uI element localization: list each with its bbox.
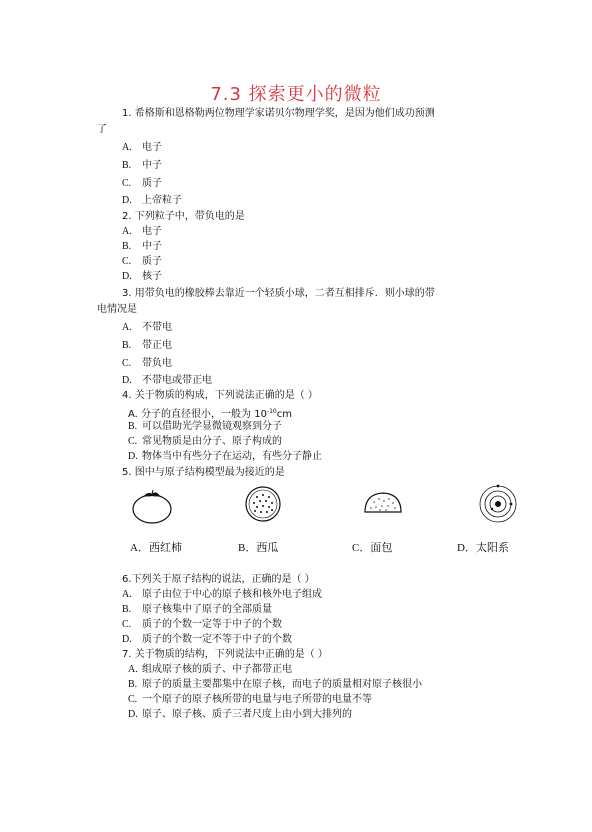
q6-option-c — [122, 618, 282, 632]
q7-option-d — [128, 708, 352, 722]
q3-option-a — [122, 321, 172, 335]
option-text: 不带电 — [142, 322, 172, 333]
q4-option-b — [128, 420, 282, 434]
option-key: B. — [128, 679, 138, 690]
option-text-pre: A. 分子的直径很小，一般为 10 — [128, 409, 267, 420]
q5-caption-d — [457, 539, 509, 555]
q5-caption-a — [130, 539, 182, 555]
option-key: D. — [122, 634, 132, 645]
q3-option-c — [122, 357, 172, 371]
question-4-text: 4. 关于物质的构成，下列说法正确的是（ ） — [122, 390, 318, 401]
q3-option-d — [122, 374, 212, 388]
option-text: 电子 — [142, 226, 162, 237]
option-key: D. — [128, 451, 138, 462]
q1-option-d — [122, 194, 182, 208]
exponent: -10 — [266, 408, 277, 415]
option-text: 带负电 — [142, 358, 172, 369]
caption-key: A． — [130, 542, 149, 554]
option-text: 带正电 — [142, 340, 172, 351]
option-text: 物体当中有些分子在运动，有些分子静止 — [142, 451, 322, 462]
option-text: 上帝粒子 — [142, 195, 182, 206]
option-key: C. — [122, 619, 132, 630]
question-3-text: 3. 用带负电的橡胶棒去靠近一个轻质小球，二者互相排斥．则小球的带 — [122, 288, 435, 299]
option-key: A. — [122, 589, 132, 600]
option-text: 一个原子的原子核所带的电量与电子所带的电量不等 — [142, 694, 372, 705]
option-text: 中子 — [142, 160, 162, 171]
q2-option-c — [122, 255, 162, 269]
q2-option-b — [122, 240, 162, 254]
q2-option-a — [122, 225, 162, 239]
option-text: 质子 — [142, 256, 162, 267]
q7-option-b — [128, 678, 422, 692]
question-2-text: 2. 下列粒子中，带负电的是 — [122, 211, 245, 222]
question-7-text: 7. 关于物质的结构，下列说法中正确的是（ ） — [122, 649, 328, 660]
solar-system-image — [476, 482, 520, 526]
q1-option-a — [122, 141, 162, 155]
q6-option-d — [122, 633, 292, 647]
caption-text: 西瓜 — [256, 541, 279, 554]
option-key: B. — [122, 604, 132, 615]
option-text: 质子的个数一定等于中子的个数 — [142, 619, 282, 630]
q6-option-b — [122, 603, 272, 617]
q4-option-c — [128, 435, 282, 449]
option-key: A. — [122, 322, 132, 333]
option-text: 原子由位于中心的原子核和核外电子组成 — [142, 589, 322, 600]
tomato-image — [128, 486, 176, 526]
option-text: 电子 — [142, 142, 162, 153]
question-3-text-cont: 电情况是 — [97, 304, 137, 315]
option-key: C. — [128, 694, 138, 705]
q3-option-b — [122, 339, 172, 353]
q2-option-d — [122, 270, 162, 284]
option-text: 质子的个数一定不等于中子的个数 — [142, 634, 292, 645]
q6-option-a — [122, 588, 322, 602]
option-text: 原子的质量主要都集中在原子核，而电子的质量相对原子核很小 — [142, 679, 422, 690]
option-key: A. — [122, 142, 132, 153]
question-1-text: 1. 希格斯和恩格勒两位物理学家诺贝尔物理学奖，是因为他们成功预测 — [122, 108, 435, 119]
page-title: 7.3 探索更小的微粒 — [210, 84, 382, 105]
caption-text: 面包 — [370, 541, 393, 554]
caption-text: 西红柿 — [148, 541, 182, 554]
option-key: D. — [122, 271, 132, 282]
option-key: A. — [128, 664, 138, 675]
watermelon-image — [243, 484, 283, 524]
option-text: 组成原子核的质子、中子都带正电 — [142, 664, 292, 675]
option-text: 核子 — [142, 271, 162, 282]
option-key: C. — [122, 178, 132, 189]
option-text: 中子 — [142, 241, 162, 252]
question-6-text: 6.下列关于原子结构的说法，正确的是（ ） — [122, 574, 315, 585]
question-1-text-cont: 了 — [97, 124, 107, 135]
option-key: D. — [122, 375, 132, 386]
option-key: D. — [128, 709, 138, 720]
caption-key: B． — [238, 542, 257, 554]
caption-key: C． — [352, 542, 371, 554]
option-key: C. — [122, 256, 132, 267]
q7-option-a — [128, 663, 292, 677]
option-text: 常见物质是由分子、原子构成的 — [142, 436, 282, 447]
question-5-text: 5. 图中与原子结构模型最为接近的是 — [122, 467, 285, 478]
option-text: 原子核集中了原子的全部质量 — [142, 604, 272, 615]
q4-option-d — [128, 450, 322, 464]
option-text: 质子 — [142, 178, 162, 189]
q5-caption-b — [238, 539, 278, 555]
caption-text: 太阳系 — [475, 541, 509, 554]
caption-key: D． — [457, 542, 476, 554]
q7-option-c — [128, 693, 372, 707]
option-text: 不带电或带正电 — [142, 375, 212, 386]
option-key: B. — [122, 160, 132, 171]
option-key: B. — [128, 421, 138, 432]
option-unit: cm — [276, 409, 292, 420]
q1-option-c — [122, 177, 162, 191]
option-key: D. — [122, 195, 132, 206]
bread-image — [362, 490, 404, 516]
option-text: 原子、原子核、质子三者尺度上由小到大排列的 — [142, 709, 352, 720]
option-text: 可以借助光学显微镜观察到分子 — [142, 421, 282, 432]
option-key: C. — [128, 436, 138, 447]
q5-caption-c — [352, 539, 392, 555]
option-key: B. — [122, 241, 132, 252]
option-key: C. — [122, 358, 132, 369]
option-key: B. — [122, 340, 132, 351]
q1-option-b — [122, 159, 162, 173]
option-key: A. — [122, 226, 132, 237]
